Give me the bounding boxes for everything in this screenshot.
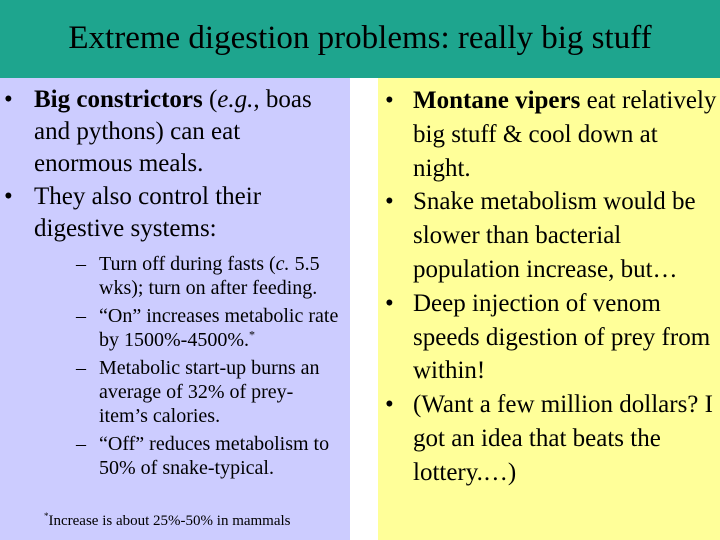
bullet-marker: • bbox=[385, 289, 394, 317]
sub-bullet-text: “Off” reduces metabolism to 50% of snake-typical. bbox=[99, 433, 330, 479]
bullet-text: They also control their digestive systems: bbox=[34, 183, 262, 242]
right-bullet-venom bbox=[378, 287, 718, 388]
left-panel bbox=[0, 78, 350, 540]
bullet-text: eat relatively big stuff & cool down at night. bbox=[413, 87, 717, 182]
bullet-bold-term: Big constrictors bbox=[34, 86, 203, 113]
right-bullet-metabolism bbox=[378, 185, 718, 286]
bullet-marker: • bbox=[4, 86, 13, 113]
sub-bullet-on bbox=[34, 304, 340, 352]
slide-title: Extreme digestion problems: really big stuff bbox=[68, 20, 652, 56]
right-bullet-vipers bbox=[378, 84, 718, 185]
sub-bullet-text: Metabolic start-up burns an average of 32% of prey-item’s calories. bbox=[99, 357, 320, 427]
sub-bullet-italic: c. bbox=[275, 253, 290, 275]
bullet-text: ( bbox=[202, 86, 218, 113]
sub-bullet-marker: – bbox=[76, 357, 86, 379]
sub-bullet-off bbox=[34, 432, 340, 480]
sub-bullet-marker: – bbox=[76, 305, 86, 327]
title-bar bbox=[0, 0, 720, 78]
sub-bullet-fasts bbox=[34, 252, 340, 300]
sub-bullet-text: “On” increases metabolic rate by 1500%-4500%. bbox=[99, 305, 339, 351]
sub-bullet-text: 5.5 wks); turn on after feeding. bbox=[99, 253, 320, 299]
left-bullet-list bbox=[0, 84, 340, 484]
bullet-text: Snake metabolism would be slower than bacterial population increase, but… bbox=[413, 188, 696, 283]
bullet-marker: • bbox=[4, 183, 13, 210]
right-panel bbox=[378, 78, 720, 540]
bullet-marker: • bbox=[385, 391, 394, 419]
left-bullet-control bbox=[0, 181, 340, 480]
bullet-italic: e.g. bbox=[217, 86, 254, 113]
bullet-marker: • bbox=[385, 188, 394, 216]
left-bullet-constrictors bbox=[0, 84, 340, 180]
bullet-text: , boas and pythons) can eat enormous meals. bbox=[34, 86, 312, 177]
footnote-marker: * bbox=[248, 327, 255, 342]
sub-bullet-startup bbox=[34, 356, 340, 428]
bullet-marker: • bbox=[385, 87, 394, 114]
bullet-bold-term: Montane vipers bbox=[413, 87, 581, 114]
right-bullet-list bbox=[378, 84, 718, 490]
bullet-text: Deep injection of venom speeds digestion of prey from within! bbox=[413, 289, 711, 385]
footnote-marker: * bbox=[44, 511, 49, 521]
sub-bullet-text: Turn off during fasts ( bbox=[99, 253, 276, 275]
footnote bbox=[44, 512, 291, 530]
sub-bullet-marker: – bbox=[76, 433, 86, 455]
left-sub-list bbox=[34, 252, 340, 480]
sub-bullet-marker: – bbox=[76, 253, 86, 275]
bullet-text: (Want a few million dollars? I got an idea that beats the lottery.…) bbox=[413, 391, 713, 486]
right-bullet-lottery bbox=[378, 388, 718, 489]
footnote-text: Increase is about 25%-50% in mammals bbox=[48, 513, 291, 529]
